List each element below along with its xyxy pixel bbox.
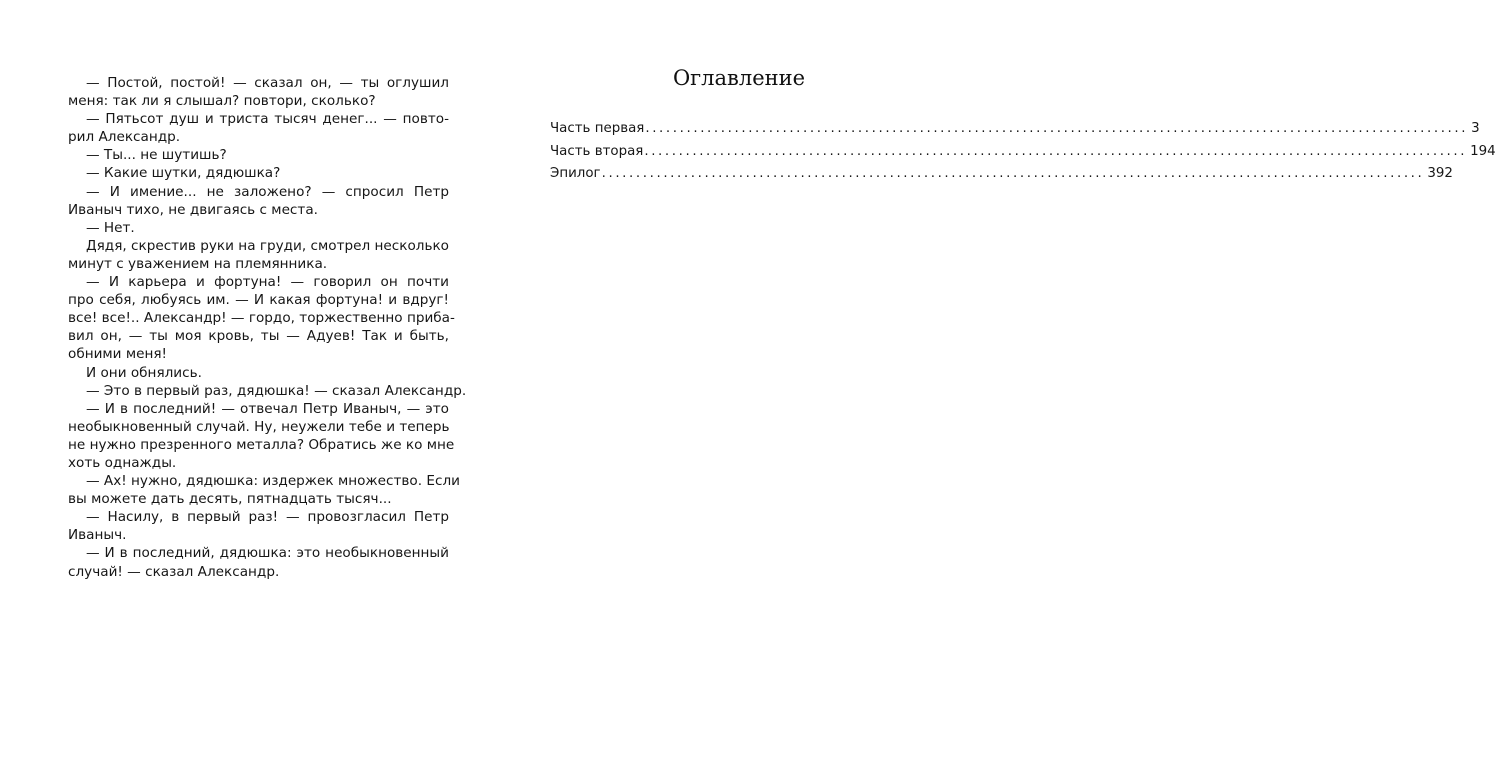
text-line: вы можете дать десять, пятнадцать тысяч... [68, 491, 392, 508]
text-line: все! все!.. Александр! — гордо, торжественно приба- [68, 310, 455, 327]
toc-list [550, 118, 1496, 186]
toc-entry-label: Часть вторая [550, 143, 644, 159]
text-line: — И в последний! — отвечал Петр Иваныч, — это [86, 400, 449, 417]
text-line: — Насилу, в первый раз! — провозгласил Петр [86, 509, 449, 526]
text-line: — И карьера и фортуна! — говорил он почти [86, 274, 449, 291]
text-line: Дядя, скрестив руки на груди, смотрел несколько [86, 237, 449, 254]
toc-entry-label: Эпилог [550, 166, 601, 181]
text-line: хоть однажды. [68, 454, 177, 471]
text-line: про себя, любуясь им. — И какая фортуна! и вдруг! [68, 292, 449, 309]
text-line: не нужно презренного металла? Обратись же ко мне [68, 436, 455, 453]
toc-entry-label: Часть первая [550, 121, 645, 136]
text-line: Иваныч. [68, 527, 127, 544]
left-page [68, 74, 467, 581]
text-line: случай! — сказал Александр. [68, 563, 280, 580]
toc-entry [550, 141, 1496, 164]
text-line: необыкновенный случай. Ну, неужели тебе и теперь [68, 418, 450, 435]
text-line: обними меня! [68, 346, 167, 363]
text-line: меня: так ли я слышал? повтори, сколько? [68, 93, 376, 110]
text-line: — Это в первый раз, дядюшка! — сказал Александр. [86, 382, 467, 399]
text-line: — Пятьсот душ и триста тысяч денег... — повто- [86, 111, 449, 128]
text-line: — Какие шутки, дядюшка? [86, 165, 281, 182]
text-line: — Ах! нужно, дядюшка: издержек множество. Если [86, 473, 460, 490]
text-line: — Нет. [86, 219, 135, 236]
toc-entry [550, 118, 1480, 141]
toc-leader-dots: ........................................................................................................................ [601, 166, 1425, 181]
toc-leader-dots: ........................................................................................................................ [644, 143, 1468, 159]
toc-leader-dots: ........................................................................................................................ [645, 121, 1469, 136]
text-line: вил он, — ты моя кровь, ты — Адуев! Так и быть, [68, 328, 449, 345]
text-line: — Постой, постой! — сказал он, — ты оглушил [86, 75, 449, 91]
toc-entry-page: 392 [1427, 166, 1453, 181]
text-line: — И имение... не заложено? — спросил Петр [86, 183, 449, 200]
right-page [550, 64, 1496, 186]
text-line: — И в последний, дядюшка: это необыкновенный [86, 545, 449, 562]
text-line: И они обнялись. [86, 364, 202, 381]
toc-entry-page: 194 [1470, 143, 1496, 159]
toc-entry [550, 163, 1453, 186]
text-line: — Ты... не шутишь? [86, 147, 227, 164]
text-line: минут с уважением на племянника. [68, 255, 328, 272]
text-line: рил Александр. [68, 129, 181, 146]
text-line: Иваныч тихо, не двигаясь с места. [68, 201, 318, 218]
toc-title: Оглавление [672, 66, 806, 90]
toc-entry-page: 3 [1471, 121, 1480, 136]
